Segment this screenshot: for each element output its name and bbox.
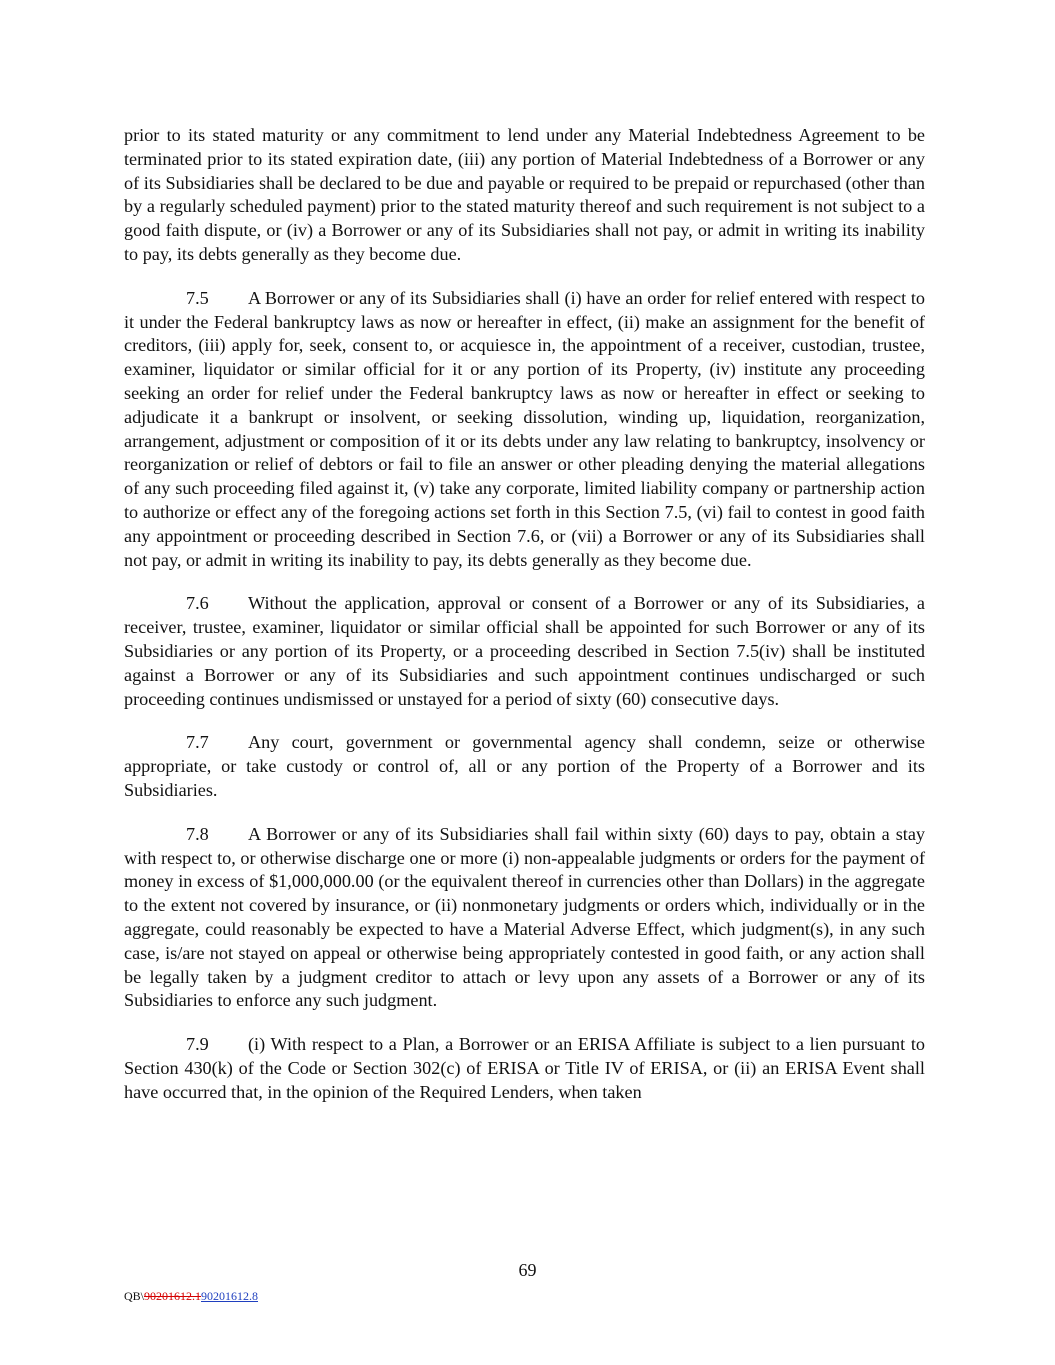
deleted-document-id: 90201612.1	[144, 1289, 202, 1303]
paragraph-text: Without the application, approval or consent of a Borrower or any of its Subsidiaries, a receiver, trustee, examiner, liquidator or similar official shall be appointed for such Borrower or any of its Subsidiaries or any portion of its Property, or a proceeding described in Section 7.5(iv) shall be instituted against a Borrower or any of its Subsidiaries and such appointment continues undischarged or such proceeding continues undismissed or unstayed for a period of sixty (60) consecutive days.	[124, 593, 925, 709]
inserted-document-id: 90201612.8	[201, 1289, 259, 1303]
document-id-prefix: QB\	[124, 1289, 145, 1303]
section-number: 7.5	[186, 287, 209, 308]
paragraph-text: Any court, government or governmental agency shall condemn, seize or otherwise appropriate, or take custody or control of, all or any portion of the Property of a Borrower and its Subsidiaries.	[124, 732, 925, 800]
body-text	[124, 124, 925, 1124]
paragraph-text: A Borrower or any of its Subsidiaries shall (i) have an order for relief entered with respect to it under the Federal bankruptcy laws as now or hereafter in effect, (ii) make an assignment for the benefit of creditors, (iii) apply for, seek, consent to, or acquiesce in, the appointment of a receiver, custodian, trustee, examiner, liquidator or similar official for it or any portion of its Property, (iv) institute any proceeding seeking an order for relief under the Federal bankruptcy laws as now or hereafter in effect or seeking to adjudicate it a bankrupt or insolvent, or seeking dissolution, winding up, liquidation, reorganization, arrangement, adjustment or composition of it or its debts under any law relating to bankruptcy, insolvency or reorganization or relief of debtors or fail to file an answer or other pleading denying the material allegations of any such proceeding filed against it, (v) take any corporate, limited liability company or partnership action to authorize or effect any of the foregoing actions set forth in this Section 7.5, (vi) fail to contest in good faith any appointment or proceeding described in Section 7.6, or (vii) a Borrower or any of its Subsidiaries shall not pay, or admit in writing its inability to pay, its debts generally as they become due.	[124, 287, 925, 570]
section-7-9	[124, 1033, 925, 1104]
section-7-8	[124, 823, 925, 1013]
section-number: 7.6	[186, 593, 209, 614]
section-number: 7.8	[186, 823, 209, 844]
paragraph-text: A Borrower or any of its Subsidiaries shall fail within sixty (60) days to pay, obtain a stay with respect to, or otherwise discharge one or more (i) non-appealable judgments or orders for the payment of money in excess of $1,000,000.00 (or the equivalent thereof in currencies other than Dollars) in the aggregate to the extent not covered by insurance, or (ii) nonmonetary judgments or orders which, individually or in the aggregate, could reasonably be expected to have a Material Adverse Effect, which judgment(s), in any such case, is/are not stayed on appeal or otherwise being appropriately contested in good faith, or any action shall be legally taken by a judgment creditor to attach or levy upon any assets of a Borrower or any of its Subsidiaries to enforce any such judgment.	[124, 823, 925, 1011]
page-number: 69	[518, 1260, 537, 1280]
paragraph-continued	[124, 124, 925, 267]
document-id-footer	[124, 1289, 258, 1304]
section-7-6	[124, 592, 925, 711]
paragraph-text: (i) With respect to a Plan, a Borrower or an ERISA Affiliate is subject to a lien pursuant to Section 430(k) of the Code or Section 302(c) of ERISA or Title IV of ERISA, or (ii) an ERISA Event shall have occurred that, in the opinion of the Required Lenders, when taken	[124, 1034, 925, 1102]
section-number: 7.7	[186, 732, 209, 753]
paragraph-text: prior to its stated maturity or any commitment to lend under any Material Indebtedness Agreement to be terminated prior to its stated expiration date, (iii) any portion of Material Indebtedness of a Borrower or any of its Subsidiaries shall be declared to be due and payable or required to be prepaid or repurchased (other than by a regularly scheduled payment) prior to the stated maturity thereof and such requirement is not subject to a good faith dispute, or (iv) a Borrower or any of its Subsidiaries shall not pay, or admit in writing its inability to pay, its debts generally as they become due.	[124, 125, 925, 264]
section-7-5	[124, 287, 925, 573]
section-7-7	[124, 731, 925, 802]
section-number: 7.9	[186, 1034, 209, 1055]
